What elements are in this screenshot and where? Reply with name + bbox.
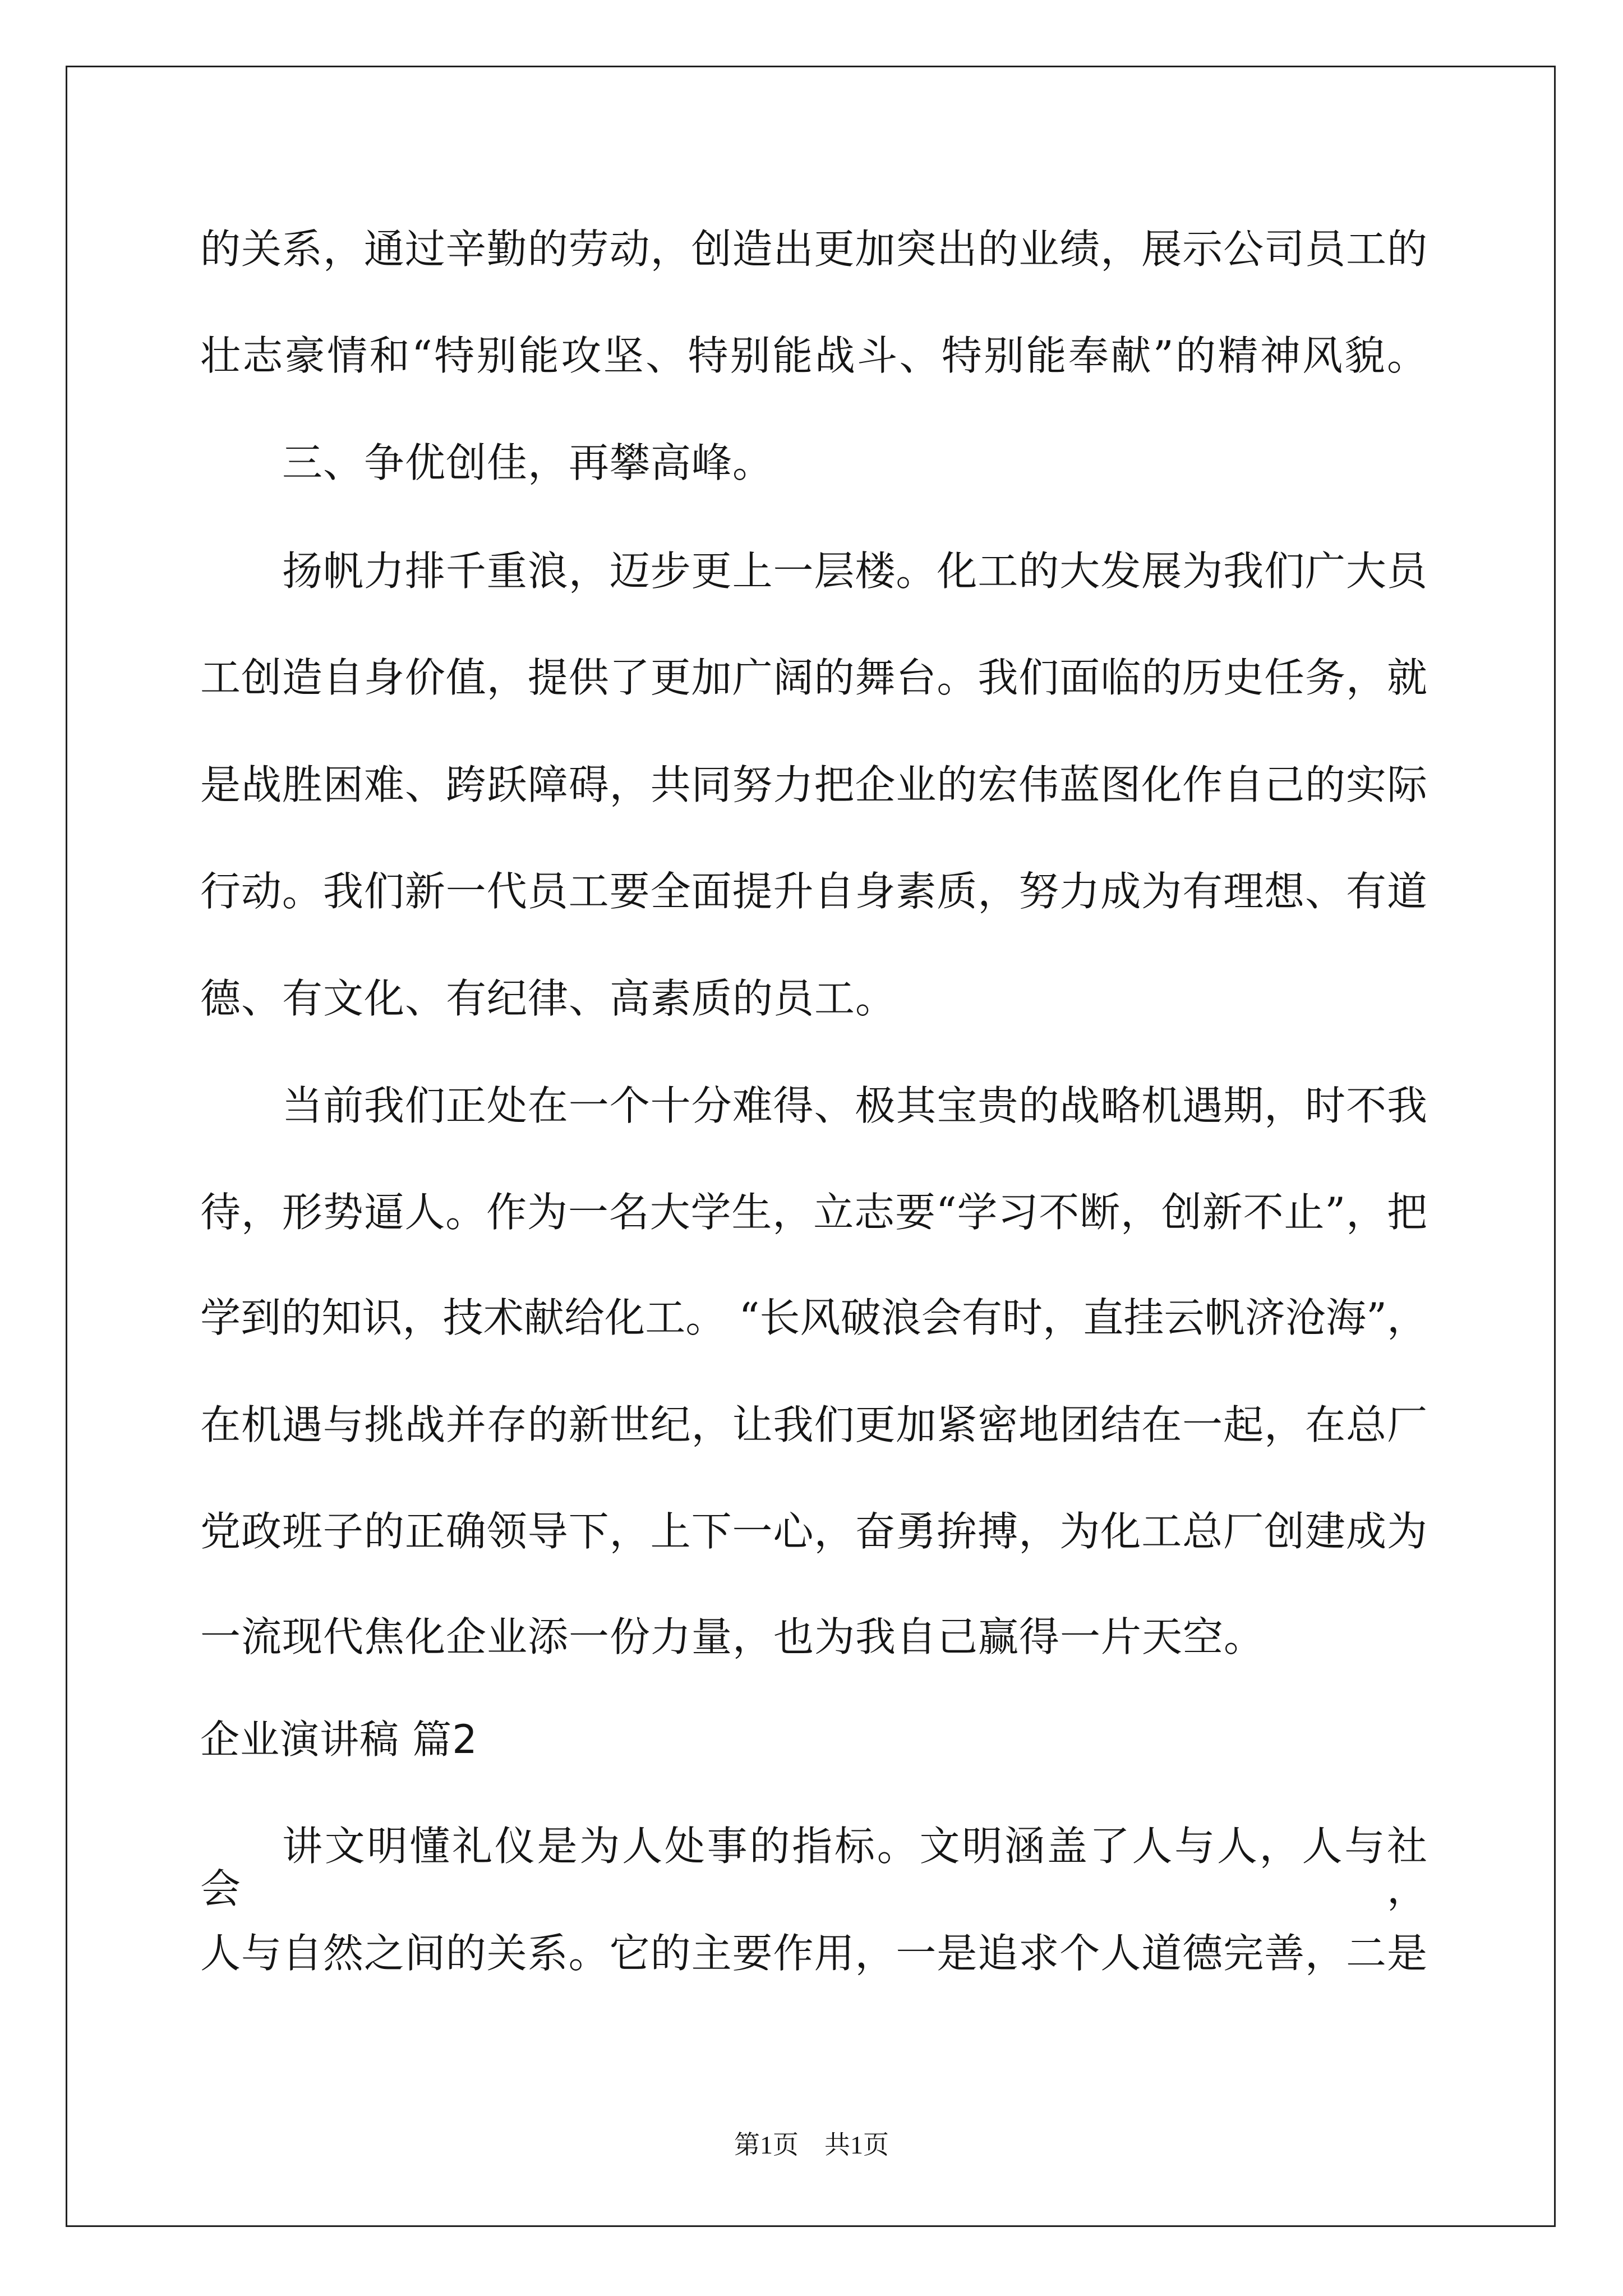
- text-line: 一流现代焦化企业添一份力量，也为我自己赢得一片天空。: [200, 1613, 1265, 1660]
- text-line: 的关系，通过辛勤的劳动，创造出更加突出的业绩，展示公司员工的: [200, 226, 1427, 273]
- text-line: 德、有文化、有纪律、高素质的员工。: [200, 975, 897, 1022]
- text-line: 是战胜困难、跨跃障碍，共同努力把企业的宏伟蓝图化作自己的实际: [200, 761, 1427, 808]
- text-line: 学到的知识，技术献给化工。 “长风破浪会有时，直挂云帆济沧海”，: [200, 1294, 1427, 1341]
- text-line: 党政班子的正确领导下，上下一心，奋勇拚搏，为化工总厂创建成为: [200, 1508, 1427, 1555]
- text-line: 人与自然之间的关系。它的主要作用，一是追求个人道德完善，二是: [200, 1930, 1427, 1977]
- text-line: 壮志豪情和“特别能攻坚、特别能战斗、特别能奉献”的精神风貌。: [200, 332, 1427, 379]
- text-line: 讲文明懂礼仪是为人处事的指标。文明涵盖了人与人，人与社会，: [200, 1823, 1427, 1912]
- text-line: 待，形势逼人。作为一名大学生，立志要“学习不断，创新不止”，把: [200, 1189, 1427, 1236]
- page-total: 共1页: [824, 2131, 889, 2159]
- page-number: 第1页: [734, 2131, 799, 2159]
- text-line: 当前我们正处在一个十分难得、极其宝贵的战略机遇期，时不我: [282, 1082, 1427, 1129]
- page-footer: [0, 2131, 1623, 2160]
- text-line: 扬帆力排千重浪，迈步更上一层楼。化工的大发展为我们广大员: [282, 547, 1427, 595]
- text-line: 行动。我们新一代员工要全面提升自身素质，努力成为有理想、有道: [200, 868, 1427, 915]
- text-line: 在机遇与挑战并存的新世纪，让我们更加紧密地团结在一起，在总厂: [200, 1401, 1427, 1448]
- text-line: 工创造自身价值，提供了更加广阔的舞台。我们面临的历史任务，就: [200, 654, 1427, 701]
- section-heading: 企业演讲稿 篇2: [200, 1717, 478, 1763]
- subheading-line: 三、争优创佳，再攀高峰。: [282, 439, 774, 486]
